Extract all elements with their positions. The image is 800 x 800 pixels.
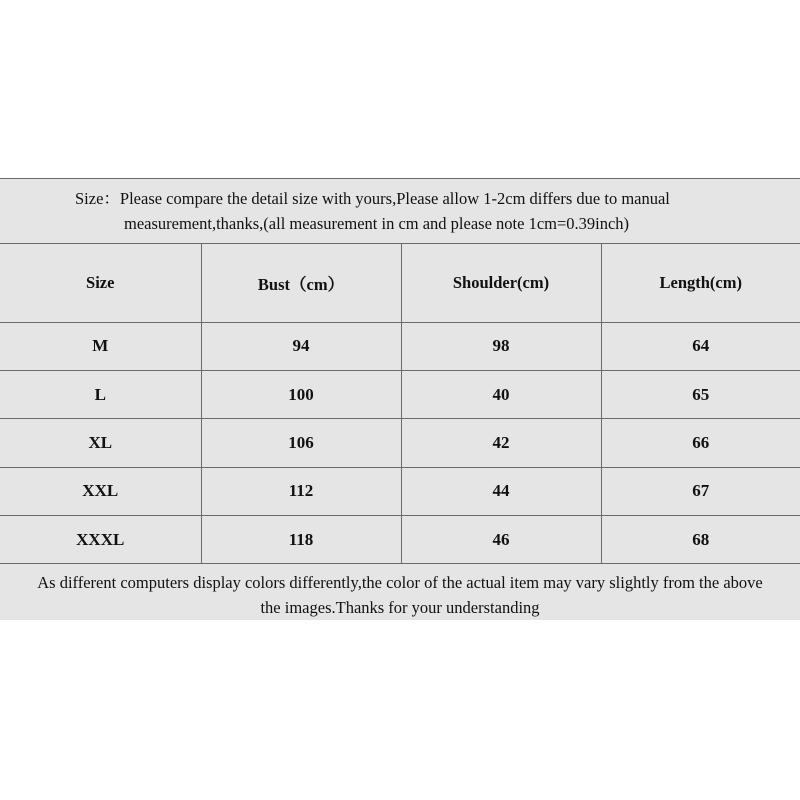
- header-note-line-1: Size：Please compare the detail size with yours,Please allow 1-2cm differs due to manual: [75, 189, 670, 208]
- table-row: [0, 516, 800, 564]
- cell-shoulder: 46: [401, 516, 601, 564]
- column-header-shoulder: Shoulder(cm): [401, 244, 601, 322]
- cell-bust: 112: [201, 467, 401, 515]
- size-table: [0, 244, 800, 564]
- header-note-line-2: measurement,thanks,(all measurement in cm and please note 1cm=0.39inch): [124, 214, 630, 233]
- footer-note-line-2: the images.Thanks for your understanding: [260, 598, 540, 617]
- cell-length: 68: [601, 516, 800, 564]
- cell-length: 64: [601, 322, 800, 370]
- column-header-size: Size: [0, 244, 201, 322]
- size-chart: [0, 178, 800, 620]
- cell-shoulder: 42: [401, 419, 601, 467]
- cell-bust: 118: [201, 516, 401, 564]
- cell-shoulder: 40: [401, 370, 601, 418]
- cell-size: M: [0, 322, 201, 370]
- table-row: [0, 322, 800, 370]
- column-header-length: Length(cm): [601, 244, 800, 322]
- table-row: [0, 467, 800, 515]
- cell-shoulder: 98: [401, 322, 601, 370]
- cell-length: 66: [601, 419, 800, 467]
- header-note: [0, 179, 800, 244]
- cell-bust: 106: [201, 419, 401, 467]
- cell-size: XXL: [0, 467, 201, 515]
- cell-size: XXXL: [0, 516, 201, 564]
- cell-size: L: [0, 370, 201, 418]
- table-row: [0, 370, 800, 418]
- column-header-bust: Bust（cm）: [201, 244, 401, 322]
- cell-shoulder: 44: [401, 467, 601, 515]
- cell-bust: 94: [201, 322, 401, 370]
- cell-length: 67: [601, 467, 800, 515]
- footer-note: [0, 566, 800, 621]
- table-header-row: [0, 244, 800, 322]
- cell-length: 65: [601, 370, 800, 418]
- cell-size: XL: [0, 419, 201, 467]
- cell-bust: 100: [201, 370, 401, 418]
- table-row: [0, 419, 800, 467]
- footer-note-line-1: As different computers display colors differently,the color of the actual item may vary slightly from the above: [37, 573, 763, 592]
